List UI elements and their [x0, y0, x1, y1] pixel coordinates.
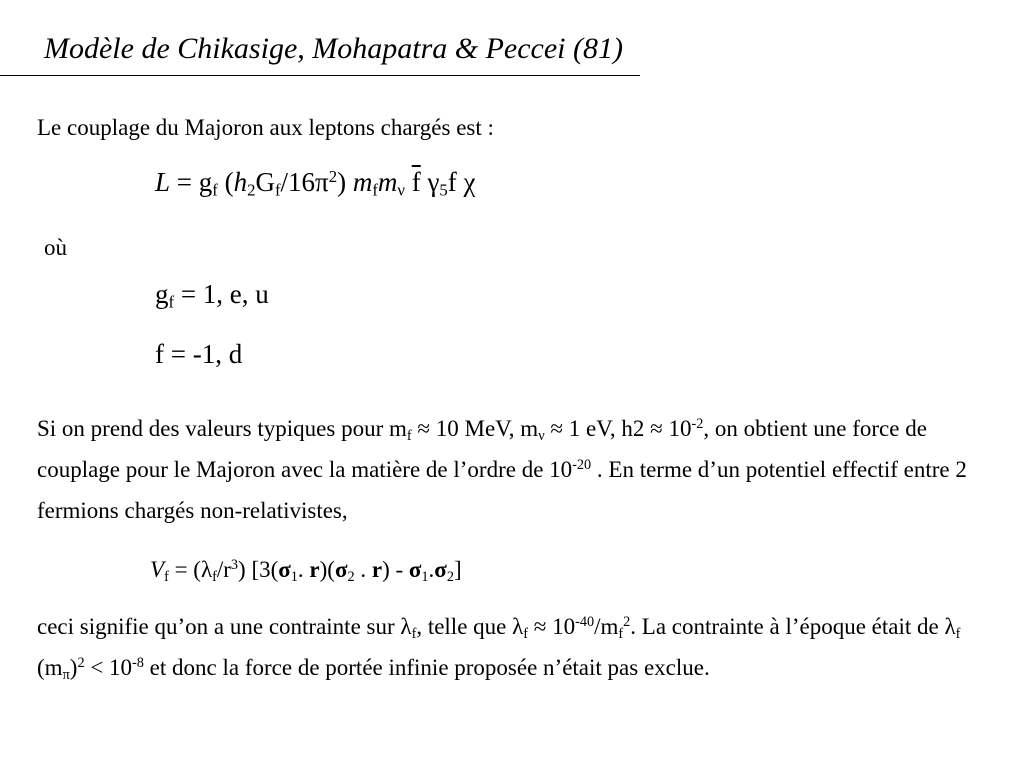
paragraph-typical-values: Si on prend des valeurs typiques pour $m_f \approx 10$ MeV, $m_\nu \approx 1$ eV, $h2 \approx 10^{-2}$, on obtient une force de couplage pour le Majoron avec la matière de l’ordre de $10^{-20}$ . En terme d’un potentiel effectif entre 2 fermions chargés non-relativistes, — [37, 416, 967, 523]
ou-label: où — [44, 235, 67, 260]
lagrangian-equation: $L = g_f$ $(h_2G_f/16\pi^2)$ $m_fm_\nu$ $\overline{f}$ $\gamma_5f$ χ — [155, 166, 476, 200]
fbar-symbol: $\overline{f}$ — [411, 167, 421, 197]
f-definition: f = -1, d — [155, 339, 243, 369]
gf-definition: $g_f = 1$, e, u — [155, 279, 269, 312]
title-underline — [0, 75, 640, 76]
potential-equation: $V_f = (\lambda_f/r^3)$ [$3(\sigma_1$. $r)(\sigma_2$ . $r) - \sigma_1.\sigma_2$] — [150, 557, 462, 585]
slide-title: Modèle de Chikasige, Mohapatra & Peccei (81) — [44, 32, 623, 65]
paragraph-constraint: ceci signifie qu’on a une contrainte sur $\lambda_f$, telle que $\lambda_f \approx 10^{-40}/m_f^2$. La contrainte à l’époque était de $\lambda_f$ $(m_\pi)^2 < 10^{-8}$ et donc la force de portée infinie proposée n’était pas exclue. — [37, 614, 961, 683]
intro-text: Le couplage du Majoron aux leptons chargés est : — [37, 115, 494, 140]
